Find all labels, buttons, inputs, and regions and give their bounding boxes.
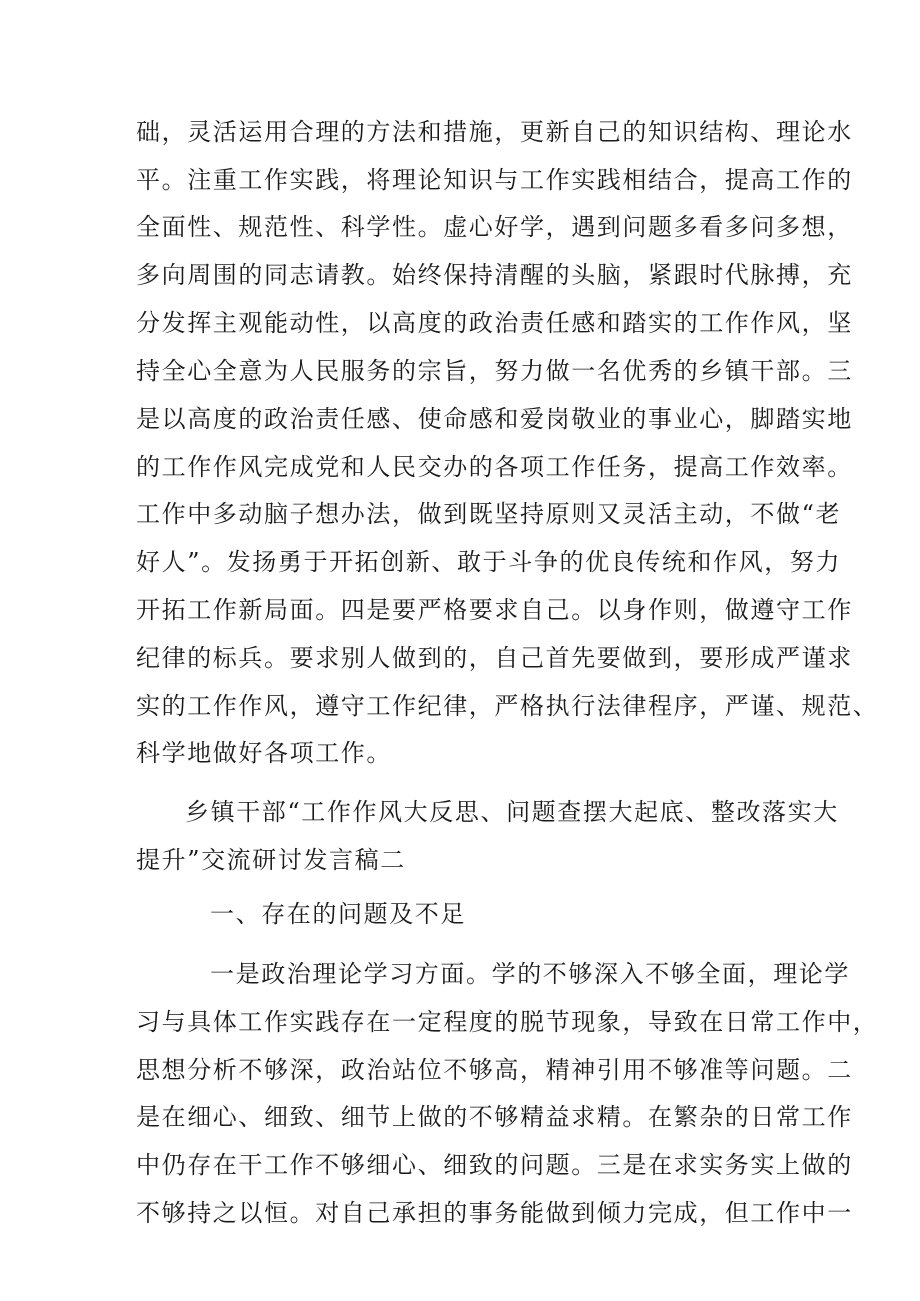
body-text-line: 纪律的标兵。要求别人做到的，自己首先要做到，要形成严谨求 [136, 644, 853, 672]
body-text-line: 工作中多动脑子想办法，做到既坚持原则又灵活主动，不做“老 [136, 500, 842, 528]
section-title-line: 乡镇干部“工作作风大反思、问题查摆大起底、整改落实大 [185, 798, 839, 826]
body-text-line: 思想分析不够深，政治站位不够高，精神引用不够准等问题。二 [136, 1056, 853, 1084]
body-text-line: 持全心全意为人民服务的宗旨，努力做一名优秀的乡镇干部。三 [136, 357, 853, 385]
body-text-line: 分发挥主观能动性，以高度的政治责任感和踏实的工作作风，坚 [136, 309, 853, 337]
body-text-line: 础，灵活运用合理的方法和措施，更新自己的知识结构、理论水 [136, 118, 853, 146]
body-text-line: 一是政治理论学习方面。学的不够深入不够全面，理论学 [210, 960, 850, 988]
body-text-line: 是在细心、细致、细节上做的不够精益求精。在繁杂的日常工作 [136, 1103, 853, 1131]
heading-problems: 一、存在的问题及不足 [210, 900, 466, 928]
body-text-line: 习与具体工作实践存在一定程度的脱节现象，导致在日常工作中， [136, 1008, 879, 1036]
body-text-line: 的工作作风完成党和人民交办的各项工作任务，提高工作效率。 [136, 453, 853, 481]
body-text-line: 是以高度的政治责任感、使命感和爱岗敬业的事业心，脚踏实地 [136, 405, 853, 433]
body-text-line: 全面性、规范性、科学性。虚心好学，遇到问题多看多问多想， [136, 213, 853, 241]
body-text-line: 实的工作作风，遵守工作纪律，严格执行法律程序，严谨、规范、 [136, 692, 879, 720]
body-text-line: 不够持之以恒。对自己承担的事务能做到倾力完成，但工作中一 [136, 1199, 853, 1227]
body-text-line: 好人”。发扬勇于开拓创新、敢于斗争的优良传统和作风，努力 [136, 548, 842, 576]
body-text-line: 平。注重工作实践，将理论知识与工作实践相结合，提高工作的 [136, 166, 853, 194]
body-text-line: 开拓工作新局面。四是要严格要求自己。以身作则，做遵守工作 [136, 596, 853, 624]
body-text-line: 科学地做好各项工作。 [136, 739, 392, 767]
body-text-line: 多向周围的同志请教。始终保持清醒的头脑，紧跟时代脉搏，充 [136, 261, 853, 289]
body-text-line: 中仍存在干工作不够细心、细致的问题。三是在求实务实上做的 [136, 1151, 853, 1179]
section-title-line: 提升”交流研讨发言稿二 [136, 846, 406, 874]
